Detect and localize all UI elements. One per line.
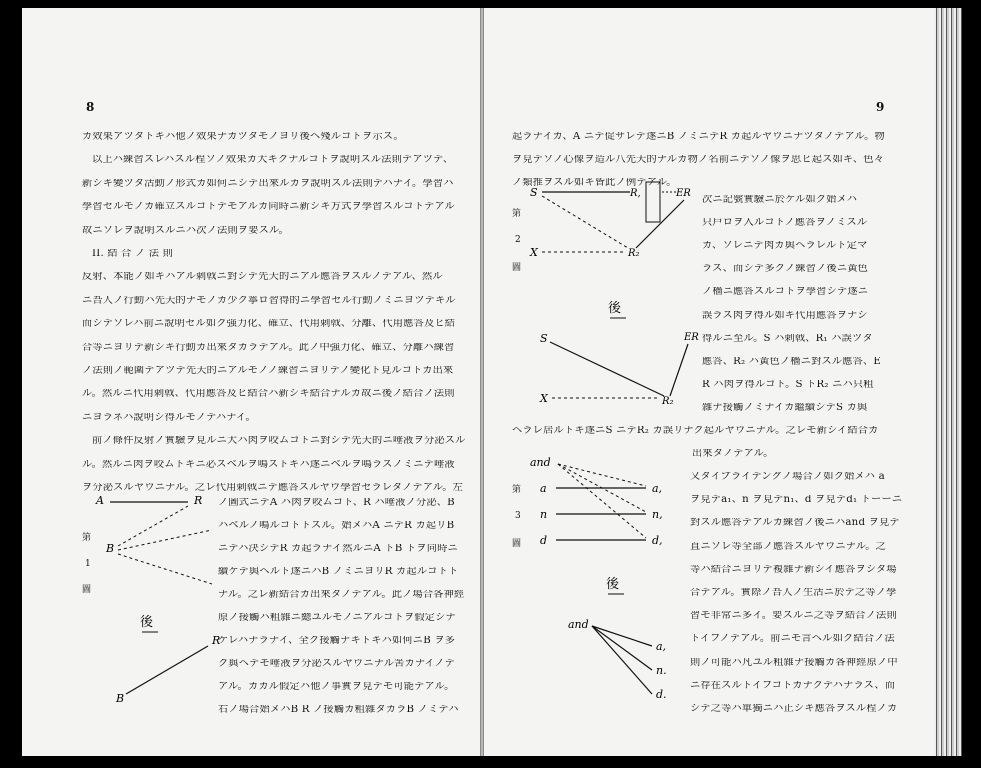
dashed-connection <box>558 464 646 486</box>
fig-caption: 後 <box>606 577 620 592</box>
text-line: 以上ハ練習スレハスル程ソノ效果カ大キクナルコトヲ說明スル法則テアツテ、 <box>92 155 454 166</box>
dashed-connection <box>118 530 212 550</box>
text-line: カ、ソレニテ肉カ與ヘラレルト定マ <box>702 241 868 252</box>
fig-letter: B <box>106 542 115 555</box>
figure-label-char: 1 <box>85 559 91 569</box>
figure-1-diagram <box>92 492 232 708</box>
text-line: ラス、而シテ多クノ練習ノ後ニ黃色 <box>702 264 868 275</box>
fig-letter: S <box>540 332 548 345</box>
box-shape <box>646 182 660 222</box>
fig-letter: d <box>540 534 548 547</box>
fig-letter: a, <box>656 640 667 653</box>
text-line: 雜ナ接觸ノミナイカ繼續シテS カ與 <box>702 402 868 413</box>
fig-letter: n, <box>652 508 663 521</box>
text-line: 前ノ條件反射ノ實驗ヲ見ルニ犬ハ肉ヲ咬ムコトニ對シテ先天的ニ唾液ヲ分泌スル <box>92 436 466 447</box>
text-line: トイフノテアル。前ニモ言ヘル如ク結合ノ法 <box>690 634 895 645</box>
fig-letter: n. <box>656 664 667 677</box>
fig-letter: X <box>540 392 548 405</box>
figure-label-char: 3 <box>515 511 521 521</box>
text-line: ヲ見テa₁、n ヲ見テn₁、d ヲ見テd₁ トーーニ <box>690 495 903 506</box>
dashed-connection <box>558 464 646 538</box>
text-line: ヘラレ居ルトキ遂ニS ニテR₂ カ誤リナク起ルヤウニナル。之レモ新シイ結合カ <box>512 426 879 436</box>
fig-letter: R <box>194 494 203 507</box>
text-line: ル。然ルニ肉ヲ咬ムトキニ必スベルヲ鳴ストキハ遂ニベルヲ鳴ラスノミニテ唾液 <box>82 459 455 470</box>
text-line: 起ラナイカ、A ニテ促サレテ遂ニB ノミニテR カ起ルヤウニナツタノテアル。物 <box>512 132 885 142</box>
text-line: 原ノ接觸ハ粗雜ニ總ユルモノニアルコトヲ假定シナ <box>218 613 456 623</box>
text-line: R ハ肉ヲ得ルコト。S トR₂ ニハ只粗 <box>702 379 874 390</box>
fig-letter: B <box>116 692 125 705</box>
figure-3-diagram <box>528 454 706 708</box>
text-line: ニ存在スルトイフコトカナクテハナラス、而 <box>690 680 896 691</box>
text-line: 則ノ可能ハ凡ユル粗雜ナ接觸カ各神經原ノ中 <box>690 657 898 668</box>
text-line: ケレハナラナイ、全ク接觸ナキトキハ如何ニB ヲ多 <box>218 636 456 646</box>
fig-letter: R₂ <box>662 396 674 407</box>
text-line: 次ニ記號實驗ニ於ケル如ク始メハ <box>702 195 858 205</box>
text-line: 合テアル。實際ノ吾人ノ生活ニ於テ之等ノ學 <box>690 588 897 598</box>
figure-label-char: 第 <box>512 485 522 495</box>
fig-letter: R₂ <box>628 248 640 259</box>
page-number: 9 <box>876 100 885 114</box>
text-line: 誤ラス肉ヲ得ル如キ代用應答ヲナシ <box>702 310 868 321</box>
connection-line <box>126 646 208 694</box>
fig-letter: a, <box>652 482 663 495</box>
figure-label-char: 第 <box>82 533 92 543</box>
fig-letter: a <box>540 482 547 495</box>
text-line: ノ圖式ニテA ハ肉ヲ咬ムコト、R ハ唾液ノ分泌、B <box>218 498 455 508</box>
text-line: 對スル應答テアルカ練習ノ後ニハand ヲ見テ <box>690 518 900 529</box>
text-line: アル。カカル假定ハ他ノ事實ヲ見テモ可能テアル。 <box>218 682 455 692</box>
dashed-connection <box>118 506 188 546</box>
figure-2-diagram <box>524 176 720 408</box>
text-line: ル。然ルニ代用刺戟、代用應答及ヒ結合ハ新シキ結合ナルカ故ニ後ノ結合ノ法則 <box>82 389 455 400</box>
text-line: 合等ニヨリテ新シキ行動カ出來タカラテアル。此ノ中强力化、確立、分離ハ練習 <box>82 342 455 353</box>
dashed-connection <box>542 196 628 248</box>
page-number: 8 <box>86 100 95 114</box>
text-line: ヲ見テソノ心像ヲ造ル八先天的ナルカ物ノ名前ニテソノ像ヲ思ヒ起ス如キ、色々 <box>512 155 885 165</box>
figure-label-char: 第 <box>512 209 522 219</box>
fig-letter: ER <box>684 332 699 343</box>
text-line: ナル。之レ新結合カ出來タノテアル。此ノ場合各神經 <box>218 590 465 600</box>
fig-letter: n <box>540 508 548 521</box>
connection-line <box>670 344 688 396</box>
text-line: 續ケテ與ヘルト遂ニハB ノミニヨリR カ起ルコトト <box>218 567 459 577</box>
text-line: 直ニソレ等全部ノ應答スルヤウニナル。之 <box>690 541 887 552</box>
fig-letter: S <box>530 186 538 199</box>
text-line: 右ノ場合始メハB R ノ接觸カ粗雜タカラB ノミテハ <box>218 705 459 715</box>
right-page <box>484 8 934 756</box>
fig-letter: R, <box>630 188 641 199</box>
fig-letter: X <box>530 246 538 259</box>
text-line: ノ法則ノ範圍テアツテ先天的ニアルモノノ練習ニヨリテノ變化ト見ルコトカ出來 <box>82 366 454 376</box>
text-line: 新シキ變ツタ活動ノ形式カ如何ニシテ出來ルカヲ說明スル法則テハナイ。學習ハ <box>82 178 454 189</box>
figure-label-char: 圖 <box>512 539 522 549</box>
fig-letter: ER <box>676 188 691 199</box>
dashed-connection <box>118 554 212 584</box>
figure-label-char: 2 <box>515 235 521 245</box>
text-line: 等ハ結合ニヨリテ複雜ナ新シイ應答ヲシタ場 <box>690 564 897 575</box>
figure-label-char: 圖 <box>82 585 92 595</box>
connection-line <box>592 626 652 670</box>
figure-label-char: 圖 <box>512 263 522 273</box>
book-page-edges <box>934 8 962 756</box>
text-line: ハベルノ鳴ルコトトスル。始メハA ニテR カ起リB <box>218 521 455 531</box>
text-line: 出來タノテアル。 <box>692 449 774 459</box>
fig-letter: d, <box>652 534 663 547</box>
fig-letter: A <box>96 494 104 507</box>
text-line: II. 結 合 ノ 法 則 <box>92 249 174 259</box>
text-line: ニテハ決シテR カ起ラナイ然ルニA トB トヲ同時ニ <box>218 544 458 554</box>
text-line: 習モ非常ニ多イ。要スルニ之等ヲ結合ノ法則 <box>690 611 897 622</box>
fig-letter: d. <box>656 688 667 701</box>
text-line: ヲ分泌スルヤウニナル。之レ代用刺戟ニテ應答スルヤウ學習セラレタノテアル。左 <box>82 483 464 493</box>
fig-caption: 後 <box>140 615 154 630</box>
text-line: ノ類推ヲスル如キ皆此ノ例テアル。 <box>512 178 677 188</box>
fig-letter: R <box>212 634 221 647</box>
text-line: 故ニソレヲ說明スルニハ次ノ法則ヲ要スル。 <box>82 225 289 236</box>
connection-line <box>550 342 664 396</box>
text-line: 又タイプライテングノ場合ノ如ク始メハ a <box>690 472 885 482</box>
text-line: 應答、R₂ ハ黃色ノ檣ニ對スル應答、E <box>702 356 882 367</box>
left-page <box>22 8 480 756</box>
text-line: 反射、本能ノ如キハアル刺戟ニ對シテ先天的ニアル應答ヲスルノテアル、然ル <box>82 272 443 283</box>
text-line: 只戶ロヲ入ルコトノ應答ヲノミスル <box>702 218 868 229</box>
text-line: 而シテソレハ前ニ說明セル如ク强力化、確立、代用刺戟、分離、代用應答及ヒ結 <box>82 319 456 330</box>
text-line: ニヨラネハ說明シ得ルモノテハナイ。 <box>82 412 256 423</box>
text-line: シテ之等ハ單獨ニハ正シキ應答ヲスル程ノカ <box>690 704 898 714</box>
text-line: ク與ヘテモ唾液ヲ分泌スルヤウニナル筈カナイノテ <box>218 659 456 669</box>
text-line: 得ルニ至ル。S ハ刺戟、R₁ ハ誤ツタ <box>702 333 873 344</box>
text-line: 學習セルモノカ確立スルコトテモアルカ同時ニ新シキ方式ヲ學習スルコトテアル <box>82 202 455 213</box>
text-line: ノ檣ニ應答スルコトヲ學習シテ遂ニ <box>702 287 869 298</box>
text-line: カ效果アツタトキハ他ノ效果ナカツタモノヨリ後ヘ殘ルコトヲ示ス。 <box>82 132 404 142</box>
fig-caption: 後 <box>608 301 622 316</box>
fig-letter: and <box>530 456 551 469</box>
fig-letter: and <box>568 618 589 631</box>
text-line: ニ吾人ノ行動ハ先天的ナモノカ少ク寧ロ習得的ニ學習セル行動ノミニヨツテキル <box>82 295 456 306</box>
